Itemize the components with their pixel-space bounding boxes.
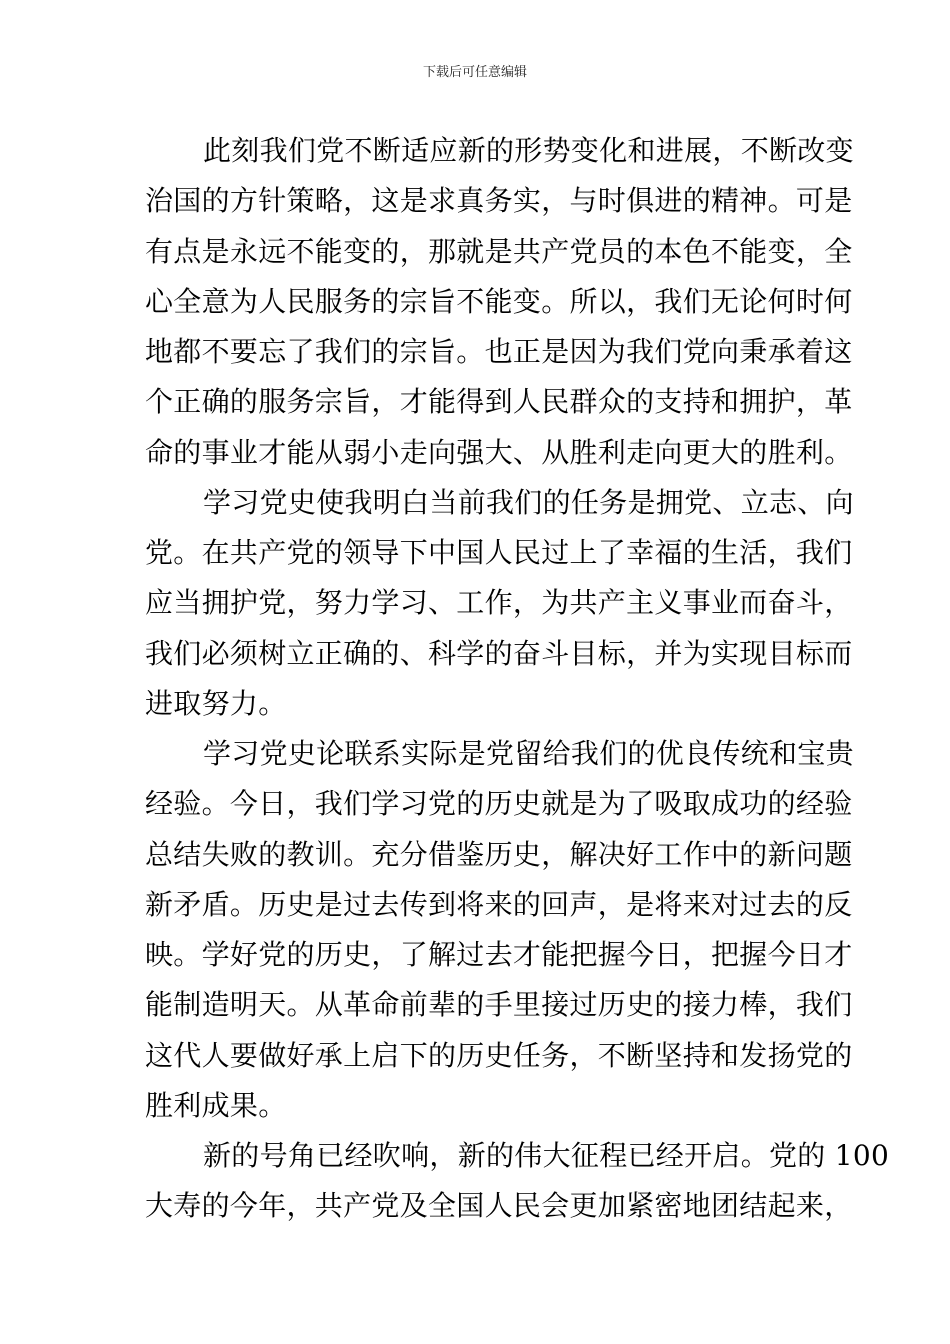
text-line: 党。在共产党的领导下中国人民过上了幸福的生活，我们 xyxy=(145,536,853,569)
paragraph-first-line: 新的号角已经吹响，新的伟大征程已经开启。党的 100 xyxy=(203,1139,890,1172)
text-line: 映。学好党的历史，了解过去才能把握今日，把握今日才 xyxy=(145,938,853,971)
text-line: 经验。今日，我们学习党的历史就是为了吸取成功的经验 xyxy=(145,787,853,821)
text-line: 大寿的今年，共产党及全国人民会更加紧密地团结起来， xyxy=(145,1189,853,1223)
body-text xyxy=(145,126,890,1232)
page-header: 下载后可任意编辑 xyxy=(422,65,527,80)
text-line: 个正确的服务宗旨，才能得到人民群众的支持和拥护，革 xyxy=(145,385,853,419)
text-line: 这代人要做好承上启下的历史任务，不断坚持和发扬党的 xyxy=(145,1038,853,1072)
text-line: 胜利成果。 xyxy=(145,1088,287,1122)
paragraph-first-line: 学习党史论联系实际是党留给我们的优良传统和宝贵 xyxy=(203,737,854,770)
paragraph-first-line: 学习党史使我明白当前我们的任务是拥党、立志、向 xyxy=(203,485,854,519)
text-line: 应当拥护党，努力学习、工作，为共产主义事业而奋斗， xyxy=(145,586,853,620)
text-line: 治国的方针策略，这是求真务实，与时俱进的精神。可是 xyxy=(145,184,853,218)
text-line: 进取努力。 xyxy=(145,686,287,720)
paragraph-first-line: 此刻我们党不断适应新的形势变化和进展，不断改变 xyxy=(203,134,854,167)
text-line: 地都不要忘了我们的宗旨。也正是因为我们党向秉承着这 xyxy=(145,335,853,368)
text-line: 我们必须树立正确的、科学的奋斗目标，并为实现目标而 xyxy=(145,636,853,670)
text-line: 能制造明天。从革命前辈的手里接过历史的接力棒，我们 xyxy=(145,988,853,1022)
text-line: 有点是永远不能变的，那就是共产党员的本色不能变，全 xyxy=(145,234,853,268)
text-line: 命的事业才能从弱小走向强大、从胜利走向更大的胜利。 xyxy=(145,435,853,469)
text-line: 新矛盾。历史是过去传到将来的回声，是将来对过去的反 xyxy=(145,887,853,921)
text-line: 总结失败的教训。充分借鉴历史，解决好工作中的新问题 xyxy=(145,837,853,871)
text-line: 心全意为人民服务的宗旨不能变。所以，我们无论何时何 xyxy=(145,284,853,318)
